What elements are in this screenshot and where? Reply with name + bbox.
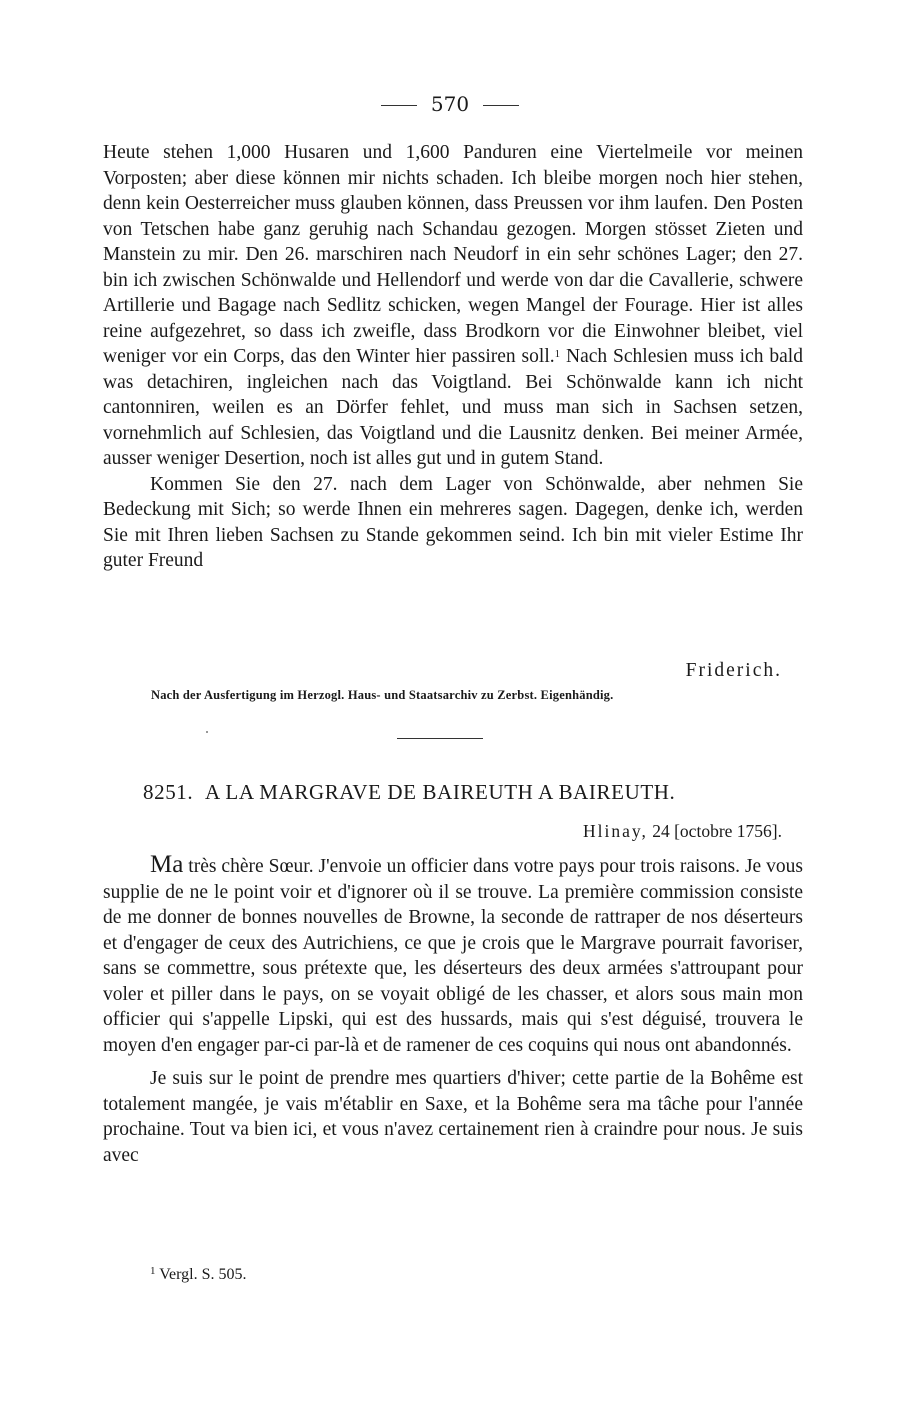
footnote-text: Vergl. S. 505. — [159, 1266, 247, 1283]
header-dash-left — [381, 105, 417, 106]
header-dash-right — [483, 105, 519, 106]
place: Hlinay, — [582, 821, 648, 841]
letter-title: A LA MARGRAVE DE BAIREUTH A BAIREUTH. — [204, 780, 676, 804]
footnote — [150, 1266, 246, 1284]
letter-8251-body — [103, 852, 803, 1168]
stray-mark — [206, 731, 208, 733]
letter-number: 8251. — [143, 780, 194, 804]
letter-8251-paragraph-1: Ma très chère Sœur. J'envoie un officier dans votre pays pour trois raisons. Je vous supplie de ne le point voir et d'ignorer où il se trouve. La première commission consiste de me donner de bonnes nouvelles de Browne, la seconde de rattraper de nos déserteurs et d'engager de ceux des Autrichiens, ce que je crois que le Margrave pourrait favoriser, sans se commettre, sous prétexte que, les déserteurs des deux armées s'attroupant pour voler et piller dans le pays, on se voyait obligé de les chasser, et alors sous main mon officier qui s'appelle Lipski, qui est des hussards, mais qui s'est déguisé, trouvera le moyen d'en engager par-ci par-là et de ramener de ces coquins qui nous ont abandonnés. — [103, 851, 803, 1056]
signature: Friderich. — [685, 660, 782, 681]
letter-8251-heading — [143, 780, 675, 805]
letter-8250-body — [103, 140, 803, 574]
letter-8250-paragraph-1: Heute stehen 1,000 Husaren und 1,600 Panduren eine Viertelmeile vor meinen Vorposten; aber diese können mir nichts schaden. Ich bleibe morgen noch hier stehen, denn kein Oesterreicher muss glauben können, dass Preussen vor ihm laufen. Den Posten von Tetschen habe ganz geruhig nach Schandau gezogen. Morgen stösset Zieten und Manstein zu mir. Den 26. marschiren nach Neudorf in ein sehr schönes Lager; den 27. bin ich zwischen Schönwalde und Hellendorf und werde von dar die Cavallerie, schwere Artillerie und Bagage nach Sedlitz schicken, wegen Mangel der Fourage. Hier ist alles reine aufgezehret, so dass ich zweifle, dass Brodkorn vor die Einwohner bleibet, viel weniger vor ein Corps, das den Winter hier passiren soll.$^1$ Nach Schlesien muss ich bald was detachiren, ingleichen nach das Voigtland. Bei Schönwalde kann ich nicht cantonniren, weilen es an Dörfer fehlet, und muss man sich in Sachsen setzen, vornehmlich auf Schlesien, das Voigtland und die Lausnitz denken. Bei meiner Armée, ausser weniger Desertion, noch ist alles gut und in gutem Stand. — [103, 142, 803, 469]
date: 24 [octobre 1756]. — [652, 821, 782, 841]
letter-8250-paragraph-2: Kommen Sie den 27. nach dem Lager von Schönwalde, aber nehmen Sie Bedeckung mit Sich; so werde Ihnen ein mehreres sagen. Dagegen, denke ich, werden Sie mit Ihren lieben Sachsen zu Stande gekommen seind. Ich bin mit vieler Estime Ihr guter Freund — [103, 473, 803, 571]
dateline — [0, 821, 782, 842]
letter-8251-paragraph-2: Je suis sur le point de prendre mes quartiers d'hiver; cette partie de la Bohême est totalement mangée, je vais m'établir en Saxe, et la Bohême sera ma tâche pour l'année prochaine. Tout va bien ici, et vous n'avez certainement rien à craindre pour nous. Je suis avec — [103, 1068, 803, 1166]
source-note: Nach der Ausfertigung im Herzogl. Haus- und Staatsarchiv zu Zerbst. Eigenhändig. — [151, 688, 614, 702]
page-number: 570 — [430, 92, 470, 116]
page-header — [0, 92, 900, 116]
footnote-number: 1 — [150, 1265, 156, 1277]
footnote-marker: 1 — [554, 348, 561, 360]
salutation-initial: Ma — [150, 851, 184, 878]
section-divider — [397, 738, 483, 739]
